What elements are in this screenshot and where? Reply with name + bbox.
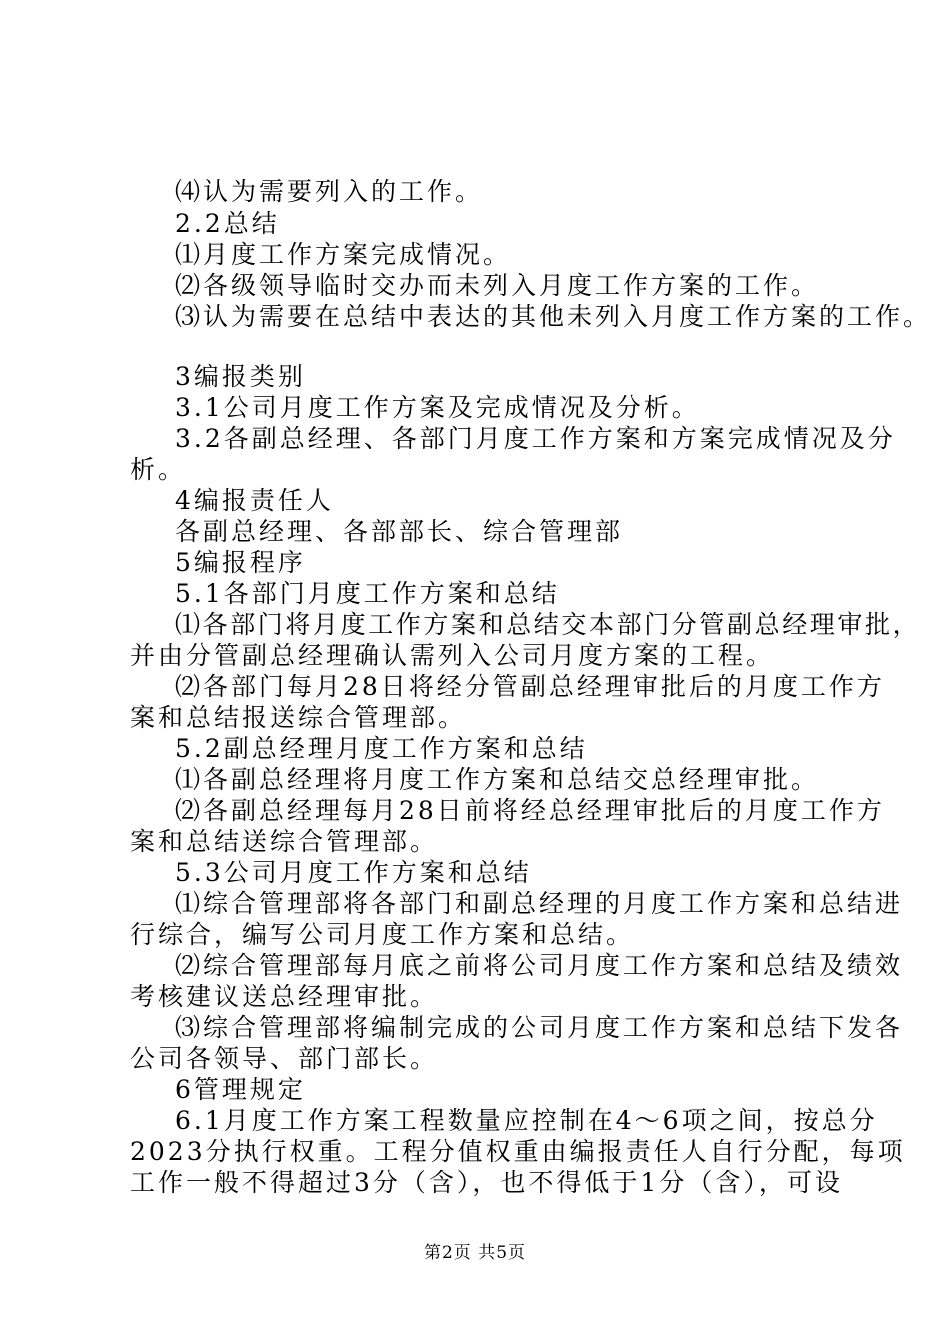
section-heading: 5.2副总经理月度工作方案和总结 [175,734,588,763]
text-line: 行综合，编写公司月度工作方案和总结。 [130,920,635,949]
text-line: ⑶认为需要在总结中表达的其他未列入月度工作方案的工作。 [175,302,932,331]
page-footer: 第2页 共5页 [423,1243,527,1263]
text-line: 并由分管副总经理确认需列入公司月度方案的工程。 [130,641,775,670]
text-line: ⑵各副总经理每月28日前将经总经理审批后的月度工作方 [175,796,885,825]
text-line: 工作一般不得超过3分（含），也不得低于1分（含），可设 [130,1168,843,1197]
text-line: 3.1公司月度工作方案及完成情况及分析。 [175,393,700,422]
section-heading: 3编报类别 [175,362,306,391]
section-heading: 6管理规定 [175,1075,306,1104]
text-line: 6.1月度工作方案工程数量应控制在4～6项之间，按总分 [175,1106,878,1135]
text-line: 案和总结报送综合管理部。 [130,703,467,732]
text-line: ⑴各部门将月度工作方案和总结交本部门分管副总经理审批， [175,610,921,639]
text-line: 2023分执行权重。工程分值权重由编报责任人自行分配，每项 [130,1137,906,1166]
section-heading: 5编报程序 [175,548,306,577]
text-line: ⑴月度工作方案完成情况。 [175,240,512,269]
text-line: 公司各领导、部门部长。 [130,1044,439,1073]
text-line: 各副总经理、各部部长、综合管理部 [175,517,624,546]
section-heading: 2.2总结 [175,209,280,238]
text-line: ⑵各部门每月28日将经分管副总经理审批后的月度工作方 [175,672,885,701]
text-line: ⑷认为需要列入的工作。 [175,177,484,206]
text-line: 案和总结送综合管理部。 [130,827,439,856]
text-line: 析。 [130,455,187,484]
text-line: 3.2各副总经理、各部门月度工作方案和方案完成情况及分 [175,424,896,453]
text-line: 考核建议送总经理审批。 [130,982,439,1011]
section-heading: 5.3公司月度工作方案和总结 [175,858,532,887]
text-line: ⑴各副总经理将月度工作方案和总结交总经理审批。 [175,765,820,794]
section-heading: 4编报责任人 [175,486,334,515]
text-line: ⑴综合管理部将各部门和副总经理的月度工作方案和总结进 [175,889,904,918]
section-heading: 5.1各部门月度工作方案和总结 [175,579,560,608]
text-line: ⑵各级领导临时交办而未列入月度工作方案的工作。 [175,271,820,300]
text-line: ⑶综合管理部将编制完成的公司月度工作方案和总结下发各 [175,1013,904,1042]
text-line: ⑵综合管理部每月底之前将公司月度工作方案和总结及绩效 [175,951,904,980]
